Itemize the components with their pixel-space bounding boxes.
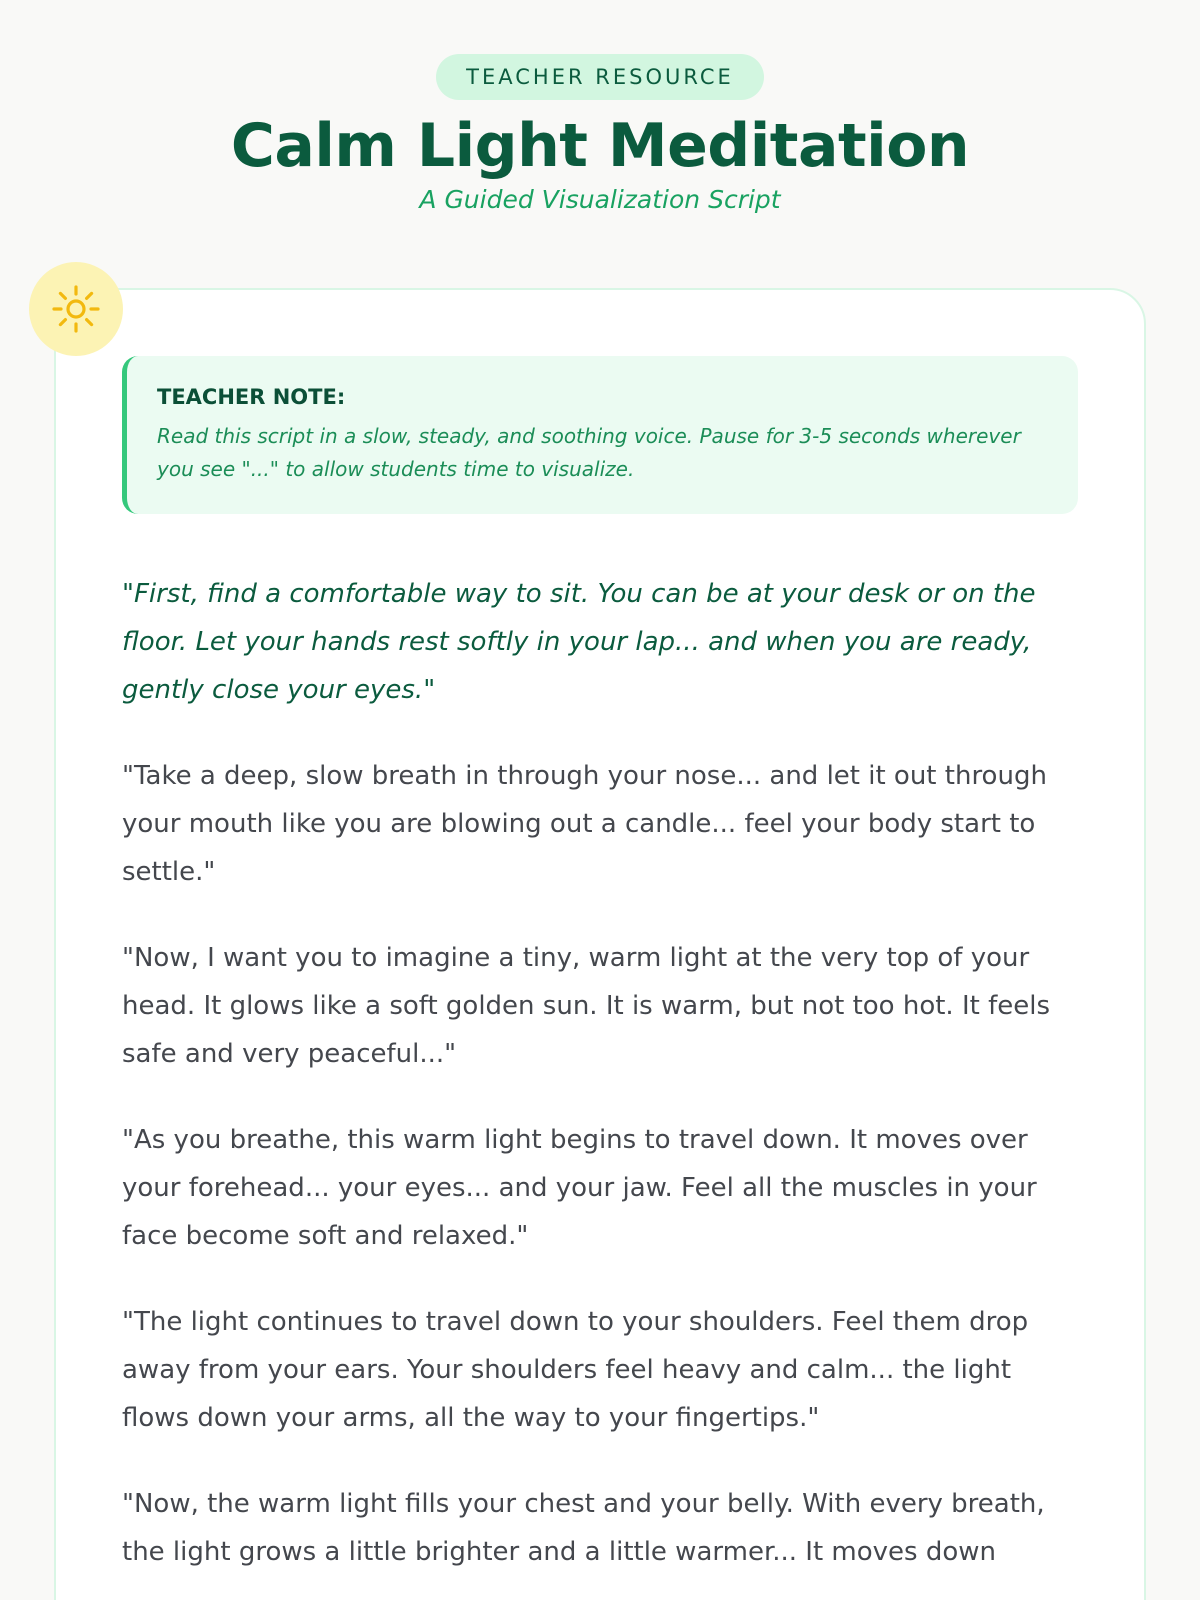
sun-badge [29, 262, 123, 356]
script-paragraph-face: "As you breathe, this warm light begins to travel down. It moves over your forehead... your eyes... and your jaw. Feel all the muscles in your face become soft and relaxed." [122, 1125, 1037, 1251]
resource-badge: TEACHER RESOURCE [436, 54, 764, 100]
script-paragraph-light: "Now, I want you to imagine a tiny, warm light at the very top of your head. It glows like a soft golden sun. It is warm, but not too hot. It feels safe and very peaceful..." [122, 943, 1050, 1069]
teacher-note-label: TEACHER NOTE: [157, 385, 346, 409]
script-paragraph-intro: "First, find a comfortable way to sit. You can be at your desk or on the floor. Let your hands rest softly in your lap... and when you are ready, gently close your eyes." [122, 579, 1036, 705]
script-paragraph-shoulders: "The light continues to travel down to your shoulders. Feel them drop away from your ears. Your shoulders feel heavy and calm... the light flows down your arms, all the way to your fingertips." [122, 1307, 1029, 1433]
script-paragraph-breath: "Take a deep, slow breath in through your nose... and let it out through your mouth like you are blowing out a candle... feel your body start to settle." [122, 761, 1047, 887]
page-title: Calm Light Meditation [230, 111, 970, 181]
script-paragraph-chest: "Now, the warm light fills your chest and your belly. With every breath, the light grows a little brighter and a little warmer... It moves down [122, 1489, 1045, 1567]
page-subtitle: A Guided Visualization Script [419, 185, 781, 214]
meditation-script [122, 570, 1080, 1600]
teacher-note [122, 356, 1078, 514]
teacher-note-text: Read this script in a slow, steady, and soothing voice. Pause for 3-5 seconds wherever you see "..." to allow students time to visualize. [157, 424, 1021, 481]
sun-icon [51, 284, 101, 334]
